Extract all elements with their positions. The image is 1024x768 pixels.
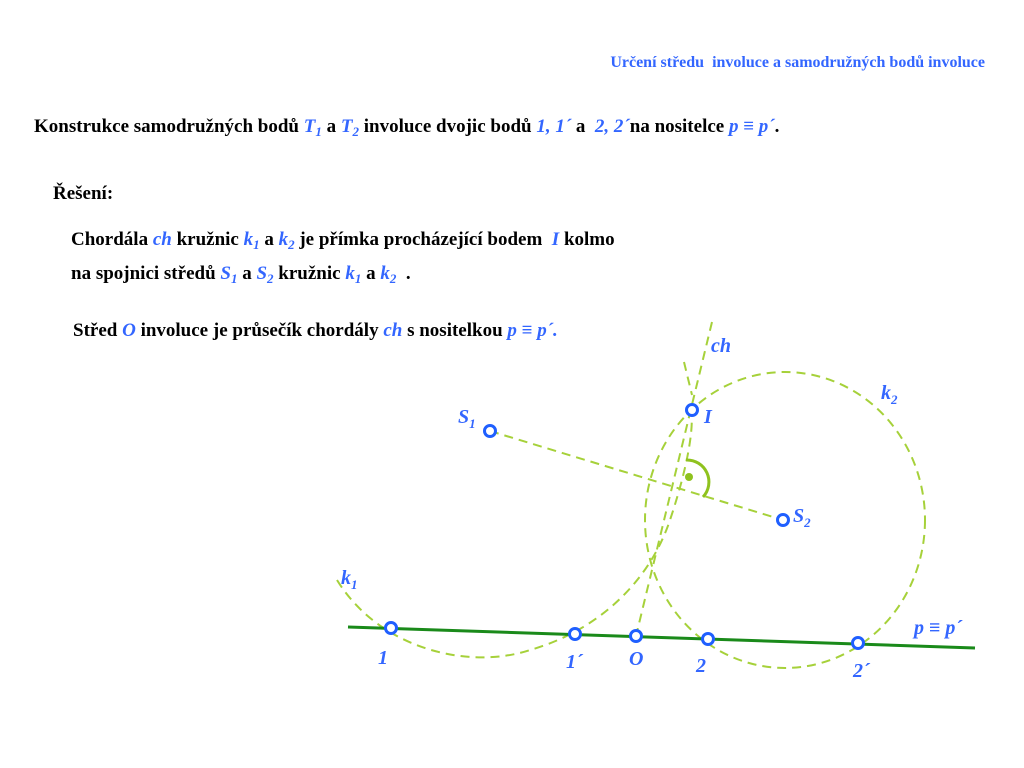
point-1-prime xyxy=(570,629,581,640)
k2-symbol-2: $k_2$ xyxy=(380,263,397,286)
carrier-symbol: p ≡ p´ xyxy=(728,116,775,137)
ch-symbol-2: ch xyxy=(383,320,403,341)
point-i xyxy=(687,405,698,416)
label-p: p ≡ p´ xyxy=(914,617,963,639)
label-k1: $k_1$ xyxy=(341,567,358,592)
o-symbol: O xyxy=(122,320,136,341)
point-s2 xyxy=(778,515,789,526)
ch-symbol: ch xyxy=(152,229,172,250)
i-symbol: I xyxy=(551,229,560,250)
label-1: 1 xyxy=(378,647,388,669)
task-text-2: involuce dvojic bodů xyxy=(358,116,537,137)
label-s1: $S_1$ xyxy=(458,406,476,431)
task-and-1: a xyxy=(321,116,341,137)
point-2-prime xyxy=(853,638,864,649)
line-s1-s2 xyxy=(490,431,783,520)
solution-label: Řešení: xyxy=(53,183,114,204)
t1-symbol: $T_1$ xyxy=(303,116,322,139)
task-end: . xyxy=(774,116,780,137)
right-angle-dot xyxy=(685,473,693,481)
label-o: O xyxy=(629,648,644,670)
label-i: I xyxy=(704,406,712,428)
point-1 xyxy=(386,623,397,634)
label-2-prime: 2´ xyxy=(853,660,870,682)
carrier-symbol-2: p ≡ p´. xyxy=(507,320,558,341)
circle-k1 xyxy=(337,405,692,657)
explanation-line-2: na spojnici středů $S_1$ a $S_2$ kružnic $k_1$ a $k_2$ . xyxy=(71,263,411,286)
task-text-3: na nositelce xyxy=(629,116,729,137)
task-and-2: a xyxy=(571,116,595,137)
point-o xyxy=(631,631,642,642)
page-title: Určení středu involuce a samodružných bodů involuce xyxy=(610,54,985,71)
label-ch: ch xyxy=(711,335,731,357)
chordale-line xyxy=(636,322,712,636)
s1-symbol: $S_1$ xyxy=(220,263,238,286)
t2-symbol: $T_2$ xyxy=(340,116,359,139)
k2-symbol: $k_2$ xyxy=(278,229,295,252)
center-statement: Střed O involuce je průsečík chordály ch s nositelkou p ≡ p´. xyxy=(73,320,558,341)
point-s1 xyxy=(485,426,496,437)
explanation-line-1: Chordála ch kružnic $k_1$ a $k_2$ je přímka procházející bodem I kolmo xyxy=(71,229,615,252)
point-2 xyxy=(703,634,714,645)
label-k2: $k_2$ xyxy=(881,382,898,407)
pair-2: 2, 2´ xyxy=(594,116,630,137)
s2-symbol: $S_2$ xyxy=(256,263,274,286)
label-1-prime: 1´ xyxy=(566,651,583,673)
label-2: 2 xyxy=(696,655,706,677)
pair-1: 1, 1´ xyxy=(536,116,572,137)
chordale-extension xyxy=(684,362,692,395)
label-s2: $S_2$ xyxy=(793,505,811,530)
k1-symbol-2: $k_1$ xyxy=(345,263,362,286)
carrier-line-p xyxy=(348,627,975,648)
k1-symbol: $k_1$ xyxy=(243,229,260,252)
task-text-1: Konstrukce samodružných bodů xyxy=(34,116,304,137)
